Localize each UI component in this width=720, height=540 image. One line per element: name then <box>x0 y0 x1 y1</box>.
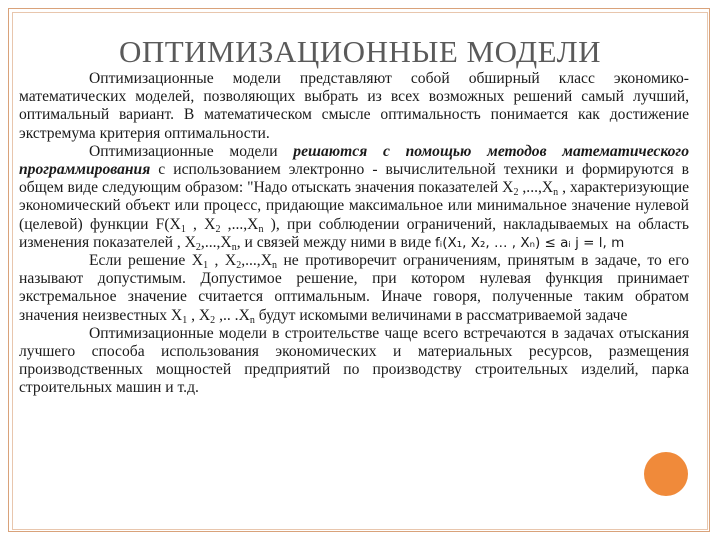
paragraph-feasible-solution <box>19 252 689 325</box>
text-run: ,...,X <box>518 179 554 197</box>
text-run: Если решение X <box>89 252 204 270</box>
text-run: , характеризующие экономический объект или процесс, придающие максимальное или минимальное значение нулевой (целевой) функции F(X <box>19 179 690 233</box>
slide-title: ОПТИМИЗАЦИОННЫЕ МОДЕЛИ <box>118 34 602 69</box>
paragraph-definition: Оптимизационные модели представляют собой обширный класс экономико-математических моделей, позволяющих выбрать из всех возможных решений самый лучший, оптимальный вариант. В математическом смысле оптимальность понимается как достижение экстремума критерия оптимальности. <box>19 70 689 142</box>
subscript: n <box>231 241 237 253</box>
paragraph-formulation <box>19 143 689 252</box>
text-run: с использованием электронно - вычислительной техники и формируются в общем виде следующим образом: "Надо отыскать значения показателей X <box>19 161 689 197</box>
subscript: 1 <box>182 314 188 326</box>
text-run: ,...,X <box>241 252 272 270</box>
subscript: 2 <box>215 223 221 235</box>
slide-body <box>19 70 689 398</box>
subscript: n <box>249 314 255 326</box>
subscript: 2 <box>195 241 201 253</box>
subscript: 2 <box>210 314 216 326</box>
text-run: , X <box>185 215 216 233</box>
subscript: n <box>553 187 559 199</box>
constraint-formula: fᵢ(X₁, X₂, … , Xₙ) ≤ aᵢ j = l, m <box>435 234 625 251</box>
text-run: ), при соблюдении ограничений, накладываемых на область изменения показателей , X <box>19 215 689 251</box>
text-run: не противоречит ограничениям, принятым в задаче, то его называют допустимым. Допустимое решение, при котором нулевая функция принимает экстремальное значение считается оптимальным. Иначе говоря, полученные таким обратом значения неизвестных X <box>19 252 690 324</box>
subscript: 1 <box>203 260 209 272</box>
text-run: ,...,X <box>220 215 259 233</box>
emphasis-text: решаются с помощью методов математического программирования <box>19 142 689 179</box>
text-run: ,...,X <box>200 233 232 251</box>
text-run: ,.. .X <box>215 306 250 324</box>
paragraph-construction: Оптимизационные модели в строительстве чаще всего встречаются в задачах отыскания лучшего способа использования экономических и материальных ресурсов, размещения производственных мощностей предприятий по производству строительных изделий, парка строительных машин и т.д. <box>19 324 689 397</box>
subscript: n <box>258 223 264 235</box>
text-run: будут искомыми величинами в рассматриваемой задаче <box>254 306 628 324</box>
decorative-circle <box>644 452 688 496</box>
subscript: n <box>271 260 277 272</box>
subscript: 2 <box>513 187 519 199</box>
text-run: , и связей между ними в виде <box>236 233 436 251</box>
text-run: , X <box>208 252 237 270</box>
text-run: , X <box>187 306 211 324</box>
text-run: Оптимизационные модели <box>89 142 294 160</box>
subscript: 2 <box>236 260 242 272</box>
subscript: 1 <box>180 223 186 235</box>
